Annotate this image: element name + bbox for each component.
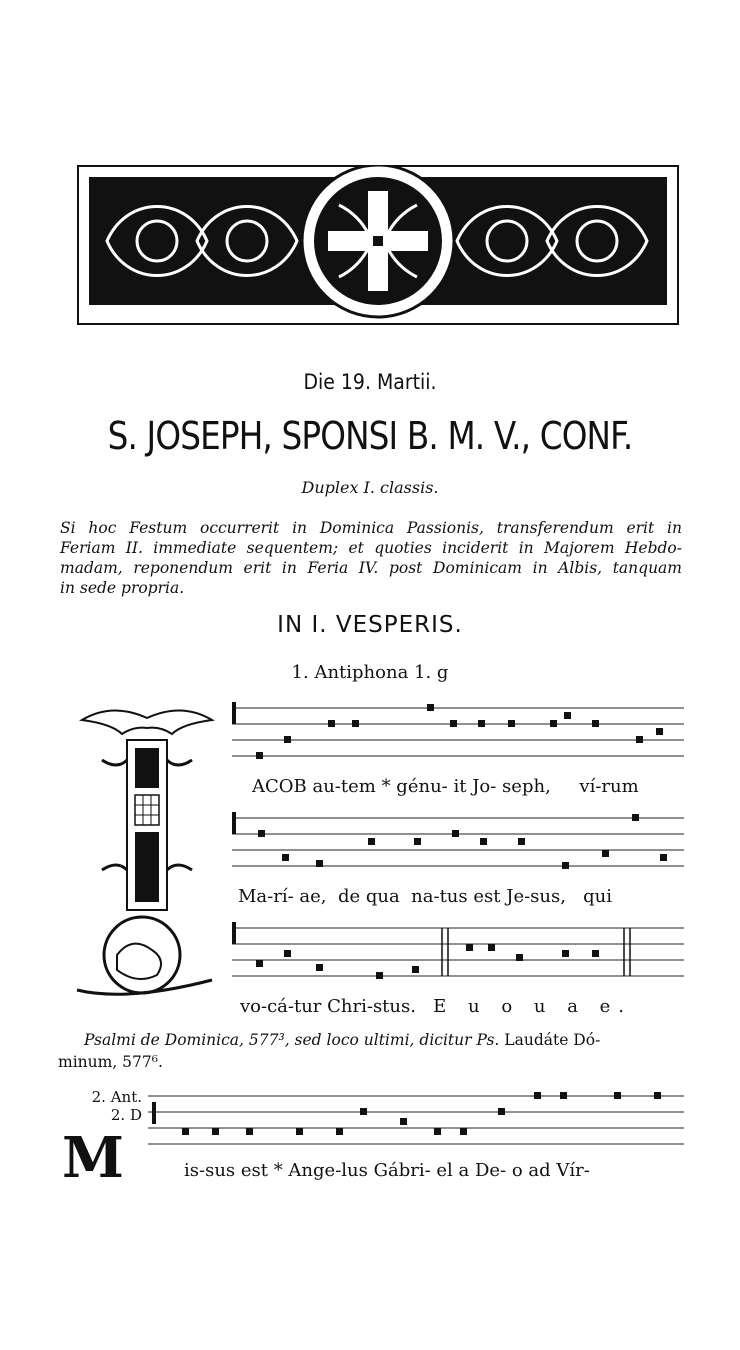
lyric-syllables: de qua [337, 886, 400, 907]
lyric-line [252, 776, 639, 797]
antiphon-heading: 1. Antiphona 1. g [291, 662, 449, 683]
euouae: E u o u a e. [433, 996, 633, 1017]
lyric-syllables: ACOB au-tem [252, 776, 376, 797]
antiphon-2-number: 2. Ant. [91, 1088, 142, 1106]
feast-rank: Duplex I. classis. [301, 478, 439, 497]
chant-staff-2 [232, 810, 684, 870]
lyric-syllables: na-tus est [411, 886, 501, 907]
lyric-syllables: Jo- seph, [472, 776, 551, 797]
psalms-note-line-1 [84, 1031, 600, 1049]
feast-title: S. JOSEPH, SPONSI B. M. V., CONF. [107, 414, 633, 458]
decorated-initial-i [72, 700, 222, 1000]
rubric-line: madam, reponendum erit in Feria IV. post Dominicam in Albis, tanquam [60, 559, 682, 577]
rubric-line: in sede propria. [60, 579, 185, 597]
rubric-line: Si hoc Festum occurrerit in Dominica Passionis, transferendum erit in [60, 519, 682, 537]
chant-staff-1 [232, 700, 684, 760]
ornamental-header-banner [77, 165, 679, 325]
antiphon-2-initial: M [62, 1125, 124, 1191]
psalms-note-upright: Laudáte Dó- [504, 1031, 601, 1049]
lyric-syllables: Ma-rí- ae, [238, 886, 327, 907]
lyric-line: is-sus est * Ange-lus Gábri- el a De- o ad Vír- [184, 1160, 590, 1181]
psalms-note-line-2: minum, 577⁶. [58, 1053, 163, 1071]
lyric-syllables: vo-cá-tur Chri-stus. [240, 996, 416, 1017]
rubric-line: Feriam II. immediate sequentem; et quoties inciderit in Majorem Hebdo- [60, 539, 682, 557]
lyric-syllables: Je-sus, [506, 886, 566, 907]
lyric-syllables: * génu- it [381, 776, 467, 797]
psalms-note-italic: Psalmi de Dominica, 577³, sed loco ultimi, dicitur Ps. [84, 1031, 500, 1049]
antiphon-2-label [78, 1088, 142, 1124]
lyric-syllables: qui [583, 886, 613, 907]
lyric-line [240, 996, 632, 1017]
section-heading: IN I. VESPERIS. [277, 612, 463, 638]
chant-staff-3 [232, 920, 684, 980]
chant-staff-4 [148, 1088, 684, 1148]
lyric-syllables: ví-rum [579, 776, 639, 797]
lyric-line [238, 886, 612, 907]
feast-date: Die 19. Martii. [303, 370, 437, 394]
antiphon-2-mode: 2. D [110, 1106, 142, 1124]
rubric-paragraph [60, 518, 682, 598]
